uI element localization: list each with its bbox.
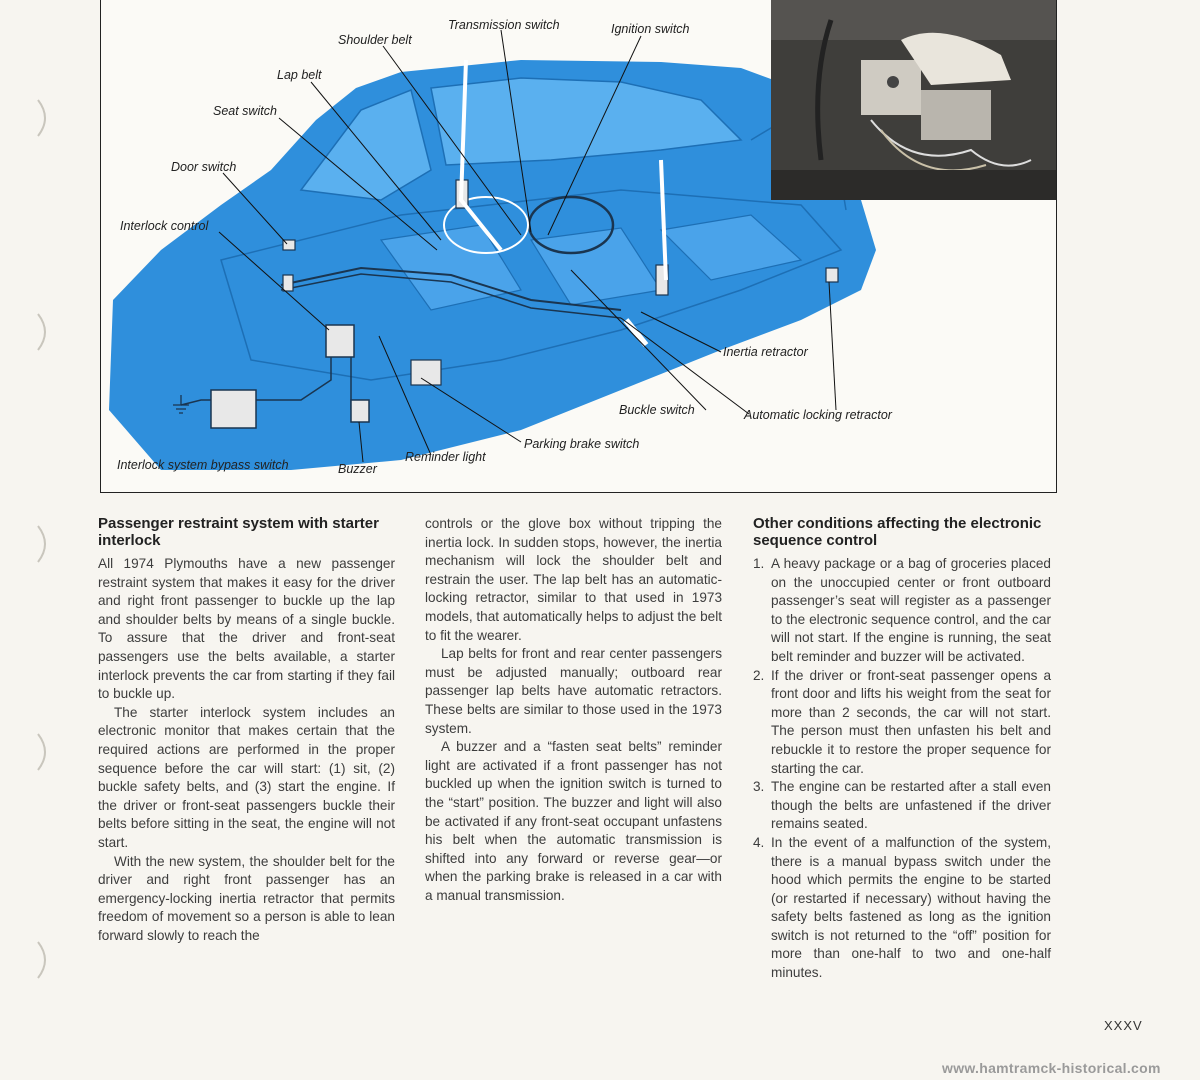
binder-hole	[18, 96, 62, 140]
conditions-list	[753, 555, 1051, 983]
list-item: 1. A heavy package or a bag of groceries placed on the unoccupied center or front outboard passenger’s seat will register as a passenger to the electronic sequence control, and the car will not start. If the engine is running, the seat belt reminder and buzzer will be activated.	[753, 556, 1051, 664]
paragraph: All 1974 Plymouths have a new passenger restraint system that makes it easy for the driver and right front passenger to buckle up the lap and shoulder belts by means of a single buckle. To assure that the driver and front-seat passengers use the belts available, a starter interlock prevents the car from starting if they fail to buckle up.	[98, 556, 395, 702]
label-seat-switch: Seat switch	[213, 104, 277, 118]
column-1	[98, 515, 395, 945]
interlock-diagram	[100, 0, 1057, 493]
label-interlock-bypass-switch: Interlock system bypass switch	[117, 458, 289, 472]
label-reminder-light: Reminder light	[405, 450, 486, 464]
buzzer-box	[351, 400, 369, 422]
binder-hole	[18, 938, 62, 982]
column-3	[753, 515, 1051, 983]
interlock-control-box	[326, 325, 354, 357]
binder-hole	[18, 310, 62, 354]
label-door-switch: Door switch	[171, 160, 237, 174]
photo-image	[771, 0, 1056, 200]
section-heading-restraint: Passenger restraint system with starter interlock	[98, 515, 379, 549]
column-2	[425, 515, 722, 905]
list-item: 3. The engine can be restarted after a stall even though the belts are unfastened if the driver remains seated.	[753, 779, 1051, 832]
battery	[211, 390, 256, 428]
binder-hole	[18, 522, 62, 566]
paragraph: The starter interlock system includes an electronic monitor that makes certain that the required actions are performed in the proper sequence before the car will start: (1) sit, (2) buckle safety belts, and (3) start the engine. If the driver or front-seat passengers buckle their belts before sitting in the seat, the engine will not start.	[98, 704, 395, 850]
binder-hole	[18, 730, 62, 774]
label-parking-brake-switch: Parking brake switch	[524, 437, 640, 451]
section-heading-other-conditions: Other conditions affecting the electronic sequence control	[753, 515, 1042, 549]
label-ignition-switch: Ignition switch	[611, 22, 690, 36]
photo-inset	[771, 0, 1056, 200]
list-item: 2. If the driver or front-seat passenger opens a front door and lifts his weight from the seat for more than 2 seconds, the car will not start. The person must then unfasten his belt and rebuckle it to restore the proper sequence for starting the car.	[753, 667, 1051, 776]
page-number: XXXV	[1104, 1018, 1143, 1033]
paragraph: controls or the glove box without tripping the inertia lock. In sudden stops, however, the inertia mechanism will lock the shoulder belt and restrain the user. The lap belt has an automatic-locking retractor, similar to that used in 1973 models, that automatically helps to adjust the belt to fit the wearer.	[425, 516, 722, 643]
label-inertia-retractor: Inertia retractor	[723, 345, 808, 359]
label-transmission-switch: Transmission switch	[448, 18, 560, 32]
label-automatic-locking-retractor: Automatic locking retractor	[744, 408, 892, 422]
paragraph: A buzzer and a “fasten seat belts” reminder light are activated if a front passenger has not buckled up when the ignition switch is turned to the “start” position. The buzzer and light will also be activated if any front-seat occupant unfastens his belt when the automatic transmission is shifted into any forward or reverse gear—or when the parking brake is released in a car with a manual transmission.	[425, 739, 722, 903]
label-interlock-control: Interlock control	[120, 219, 209, 233]
paragraph: With the new system, the shoulder belt for the driver and right front passenger has an emergency-locking inertia retractor that permits freedom of movement so a person is able to lean forward slowly to reach the	[98, 853, 395, 943]
label-buckle-switch: Buckle switch	[619, 403, 695, 417]
watermark: www.hamtramck-historical.com	[942, 1060, 1161, 1076]
label-buzzer: Buzzer	[338, 462, 377, 476]
label-shoulder-belt: Shoulder belt	[338, 33, 412, 47]
paragraph: Lap belts for front and rear center passengers must be adjusted manually; outboard rear passenger lap belts have automatic retractors. These belts are similar to those used in the 1973 system.	[425, 646, 722, 736]
list-item: 4. In the event of a malfunction of the system, there is a manual bypass switch under the hood which permits the engine to be started (or restarted if necessary) without having the safety belts fastened as long as the ignition switch is not returned to the “off” position for more than one-half to two and one-half minutes.	[753, 834, 1051, 981]
label-lap-belt: Lap belt	[277, 68, 322, 82]
